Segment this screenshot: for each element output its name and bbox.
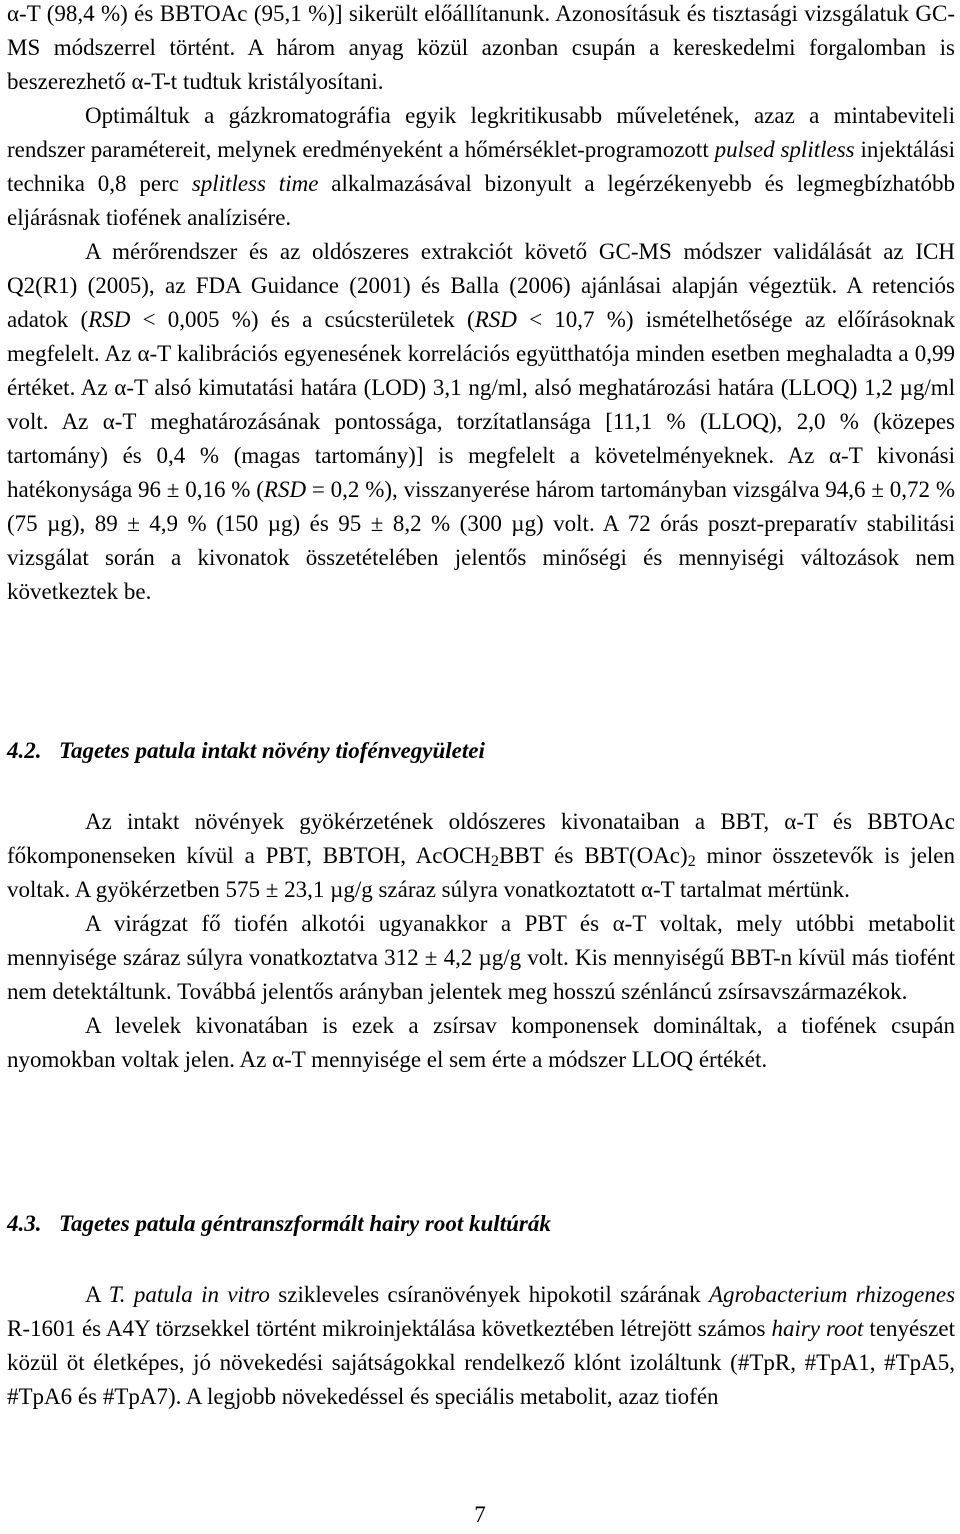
paragraph bbox=[7, 907, 955, 1009]
text-run: Optimáltuk a gázkromatográfia egyik legkritikusabb műveletének, azaz a mintabeviteli rendszer paramétereit, melynek eredményeként a hőmérséklet-programozott bbox=[7, 103, 955, 162]
italic-run: RSD bbox=[263, 477, 307, 502]
text-run: A mérőrendszer és az oldószeres extrakciót követő GC-MS módszer validálását az ICH Q2(R1) (2005), az FDA Guidance (2001) és Balla (2006) ajánlásai alapján végeztük. A retenciós adatok ( bbox=[7, 239, 955, 332]
text-run: BBT és BBT(OAc) bbox=[499, 843, 688, 868]
section-heading-4-2 bbox=[7, 738, 485, 764]
section-number: 4.3. bbox=[7, 1211, 42, 1236]
text-run: A levelek kivonatában is ezek a zsírsav komponensek domináltak, a tiofének csupán nyomokban voltak jelen. Az α-T mennyisége el sem érte a módszer LLOQ értékét. bbox=[7, 1013, 955, 1072]
paragraph bbox=[7, 0, 955, 99]
page-number: 7 bbox=[474, 1502, 486, 1527]
text-run: Az intakt növények gyökérzetének oldószeres kivonataiban a BBT, α-T és BBTOAc főkomponenseken kívül a PBT, BBTOH, AcOCH bbox=[7, 809, 955, 868]
section-number: 4.2. bbox=[7, 738, 42, 763]
results-text-block bbox=[7, 0, 955, 609]
text-run: α-T (98,4 %) és BBTOAc (95,1 %)] sikerült előállítanunk. Azonosításuk és tisztasági vizsgálatuk GC-MS módszerrel történt. A három anyag közül azonban csupán a kereskedelmi forgalomban is beszerezhető α-T-t tudtuk kristályosítani. bbox=[7, 1, 955, 94]
paragraph bbox=[7, 1009, 955, 1077]
italic-run: Agrobacterium rhizogenes bbox=[709, 1282, 956, 1307]
intact-plant-text-block bbox=[7, 805, 955, 1077]
text-run: < 0,005 %) és a csúcsterületek ( bbox=[130, 307, 475, 332]
paragraph bbox=[7, 235, 955, 609]
italic-run: splitless time bbox=[191, 171, 319, 196]
text-run: = 0,2 %), visszanyerése három tartományban vizsgálva 94,6 ± 0,72 % (75 µg), 89 ± 4,9 % (150 µg) és 95 ± 8,2 % (300 µg) volt. A 72 órás poszt-preparatív stabilitási vizsgálat során a kivonatok összetételében jelentős minőségi és mennyiségi változások nem következtek be. bbox=[7, 477, 955, 604]
text-run: < 10,7 %) ismételhetősége az előírásoknak megfelelt. Az α-T kalibrációs egyenesének korrelációs együtthatója minden esetben meghaladta a 0,99 értéket. Az α-T alsó kimutatási határa (LOD) 3,1 ng/ml, alsó meghatározási határa (LLOQ) 1,2 µg/ml volt. Az α-T meghatározásának pontossága, torzítatlansága [11,1 % (LLOQ), 2,0 % (közepes tartomány) és 0,4 % (magas tartomány)] is megfelelt a követelményeknek. Az α-T kivonási hatékonysága 96 ± 0,16 % ( bbox=[7, 307, 955, 502]
paragraph bbox=[7, 99, 955, 235]
hairy-root-text-block bbox=[7, 1278, 955, 1414]
italic-run: pulsed splitless bbox=[714, 137, 855, 162]
text-run: injektálási technika 0,8 perc bbox=[7, 137, 955, 196]
section-heading-4-3 bbox=[7, 1211, 551, 1237]
italic-run: RSD bbox=[88, 307, 131, 332]
paragraph bbox=[7, 1278, 955, 1414]
text-run: A bbox=[85, 1282, 109, 1307]
section-title: Tagetes patula géntranszformált hairy root kultúrák bbox=[59, 1211, 551, 1236]
text-run: A virágzat fő tiofén alkotói ugyanakkor a PBT és α-T voltak, mely utóbbi metabolit mennyisége száraz súlyra vonatkoztatva 312 ± 4,2 µg/g volt. Kis mennyiségű BBT-n kívül más tiofént nem detektáltunk. Továbbá jelentős arányban jelentek meg hosszú szénláncú zsírsavszármazékok. bbox=[7, 911, 955, 1004]
italic-run: T. patula in vitro bbox=[108, 1282, 270, 1307]
paragraph bbox=[7, 805, 955, 907]
text-run: tenyészet közül öt életképes, jó növekedési sajátságokkal rendelkező klónt izoláltunk (#TpR, #TpA1, #TpA5, #TpA6 és #TpA7). A legjobb növekedéssel és speciális metabolit, azaz tiofén bbox=[7, 1316, 955, 1409]
italic-run: RSD bbox=[474, 307, 517, 332]
text-run: szikleveles csíranövények hipokotil szárának bbox=[269, 1282, 709, 1307]
text-run: alkalmazásával bizonyult a legérzékenyebb és legmegbízhatóbb eljárásnak tiofének analízisére. bbox=[7, 171, 955, 230]
subscript-run: 2 bbox=[687, 853, 696, 870]
text-run: R-1601 és A4Y törzsekkel történt mikroinjektálása következtében létrejött számos bbox=[7, 1316, 772, 1341]
italic-run: hairy root bbox=[771, 1316, 864, 1341]
subscript-run: 2 bbox=[491, 853, 500, 870]
section-title: Tagetes patula intakt növény tiofénvegyületei bbox=[59, 738, 485, 763]
text-run: minor összetevők is jelen voltak. A gyökérzetben 575 ± 23,1 µg/g száraz súlyra vonatkoztatott α-T tartalmat mértünk. bbox=[7, 843, 956, 902]
